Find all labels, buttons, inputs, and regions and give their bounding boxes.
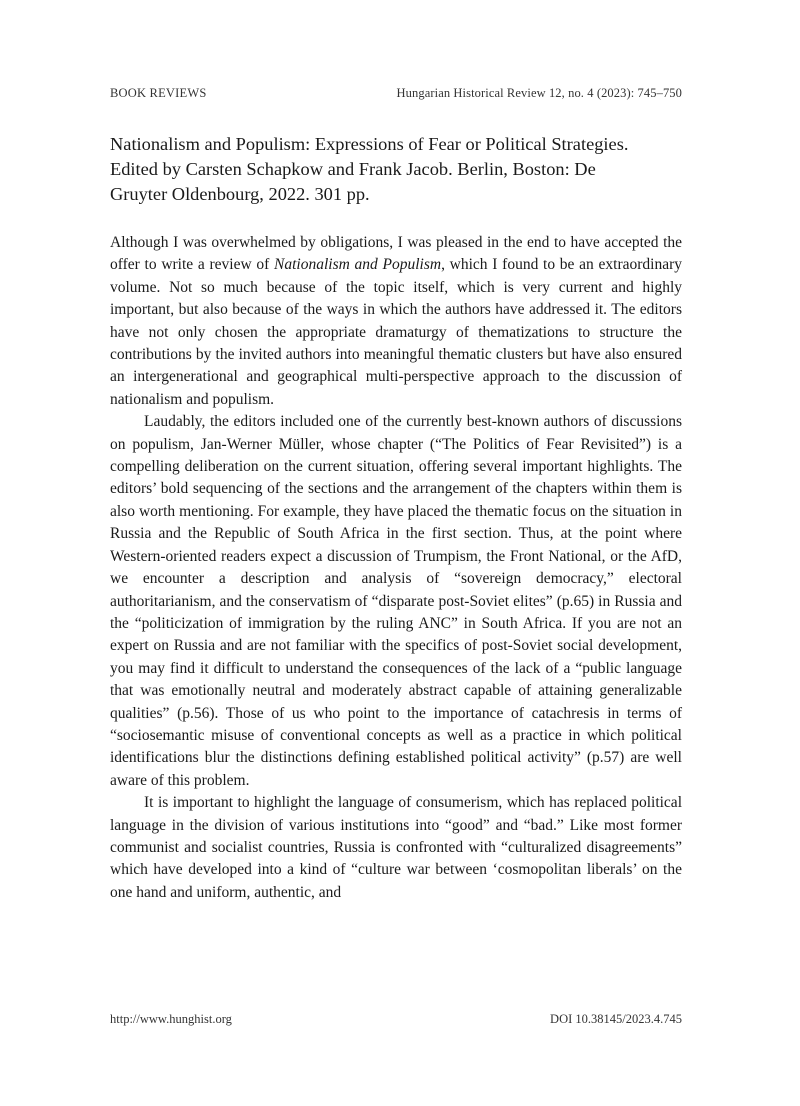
- paragraph-2: Laudably, the editors included one of the currently best-known authors of discussions on populism, Jan-Werner Müller, whose chapter (“The Politics of Fear Revisited”) is a compelling deliberation on the current situation, offering several important highlights. The editors’ bold sequencing of the sections and the arrangement of the chapters within them is also worth mentioning. For example, they have placed the thematic focus on the situation in Russia and the Republic of South Africa in the first section. Thus, at the point where Western-oriented readers expect a discussion of Trumpism, the Front National, or the AfD, we encounter a description and analysis of “sovereign democracy,” electoral authoritarianism, and the conservatism of “disparate post-Soviet elites” (p.65) in Russia and the “politicization of immigration by the ruling ANC” in South Africa. If you are not an expert on Russia and are not familiar with the specifics of post-Soviet social development, you may find it difficult to understand the consequences of the lack of a “public language that was emotionally neutral and moderately abstract capable of attaining generalizable qualities” (p.56). Those of us who point to the importance of catachresis in terms of “sociosemantic misuse of conventional concepts as well as a practice in which political identifications blur the distinctions defining established political activity” (p.57) are well aware of this problem.: [110, 413, 682, 789]
- page-footer: [110, 1012, 682, 1030]
- journal-url[interactable]: http://www.hunghist.org: [110, 1012, 232, 1026]
- section-label: BOOK REVIEWS: [110, 86, 207, 100]
- journal-citation: Hungarian Historical Review 12, no. 4 (2023): 745–750: [396, 86, 682, 100]
- book-title-italic: Nationalism and Populism: [274, 256, 442, 274]
- title-line-2: Edited by Carsten Schapkow and Frank Jacob. Berlin, Boston: De: [110, 159, 596, 179]
- paragraph-1-text-b: , which I found to be an extraordinary volume. Not so much because of the topic itself, which is very current and highly important, but also because of the ways in which the authors have addressed it. The editors have not only chosen the appropriate dramaturgy of thematizations to structure the contributions by the invited authors into meaningful thematic clusters but have also ensured an intergenerational and geographical multi-perspective approach to the discussion of nationalism and populism.: [110, 256, 682, 408]
- review-body: [110, 232, 682, 904]
- title-line-3: Gruyter Oldenbourg, 2022. 301 pp.: [110, 184, 370, 204]
- doi-label: DOI 10.38145/2023.4.745: [550, 1012, 682, 1026]
- paragraph-1-text-a: Although I was overwhelmed by obligations, I was pleased in the end to have accepted the offer to write a review of: [110, 234, 682, 274]
- running-head: [110, 86, 682, 104]
- review-title: [110, 132, 682, 207]
- title-line-1: Nationalism and Populism: Expressions of Fear or Political Strategies.: [110, 134, 629, 154]
- paragraph-1: [110, 232, 682, 411]
- paragraph-3: It is important to highlight the language of consumerism, which has replaced political language in the division of various institutions into “good” and “bad.” Like most former communist and socialist countries, Russia is confronted with “culturalized disagreements” which have developed into a kind of “culture war between ‘cosmopolitan liberals’ on the one hand and uniform, authentic, and: [110, 794, 682, 901]
